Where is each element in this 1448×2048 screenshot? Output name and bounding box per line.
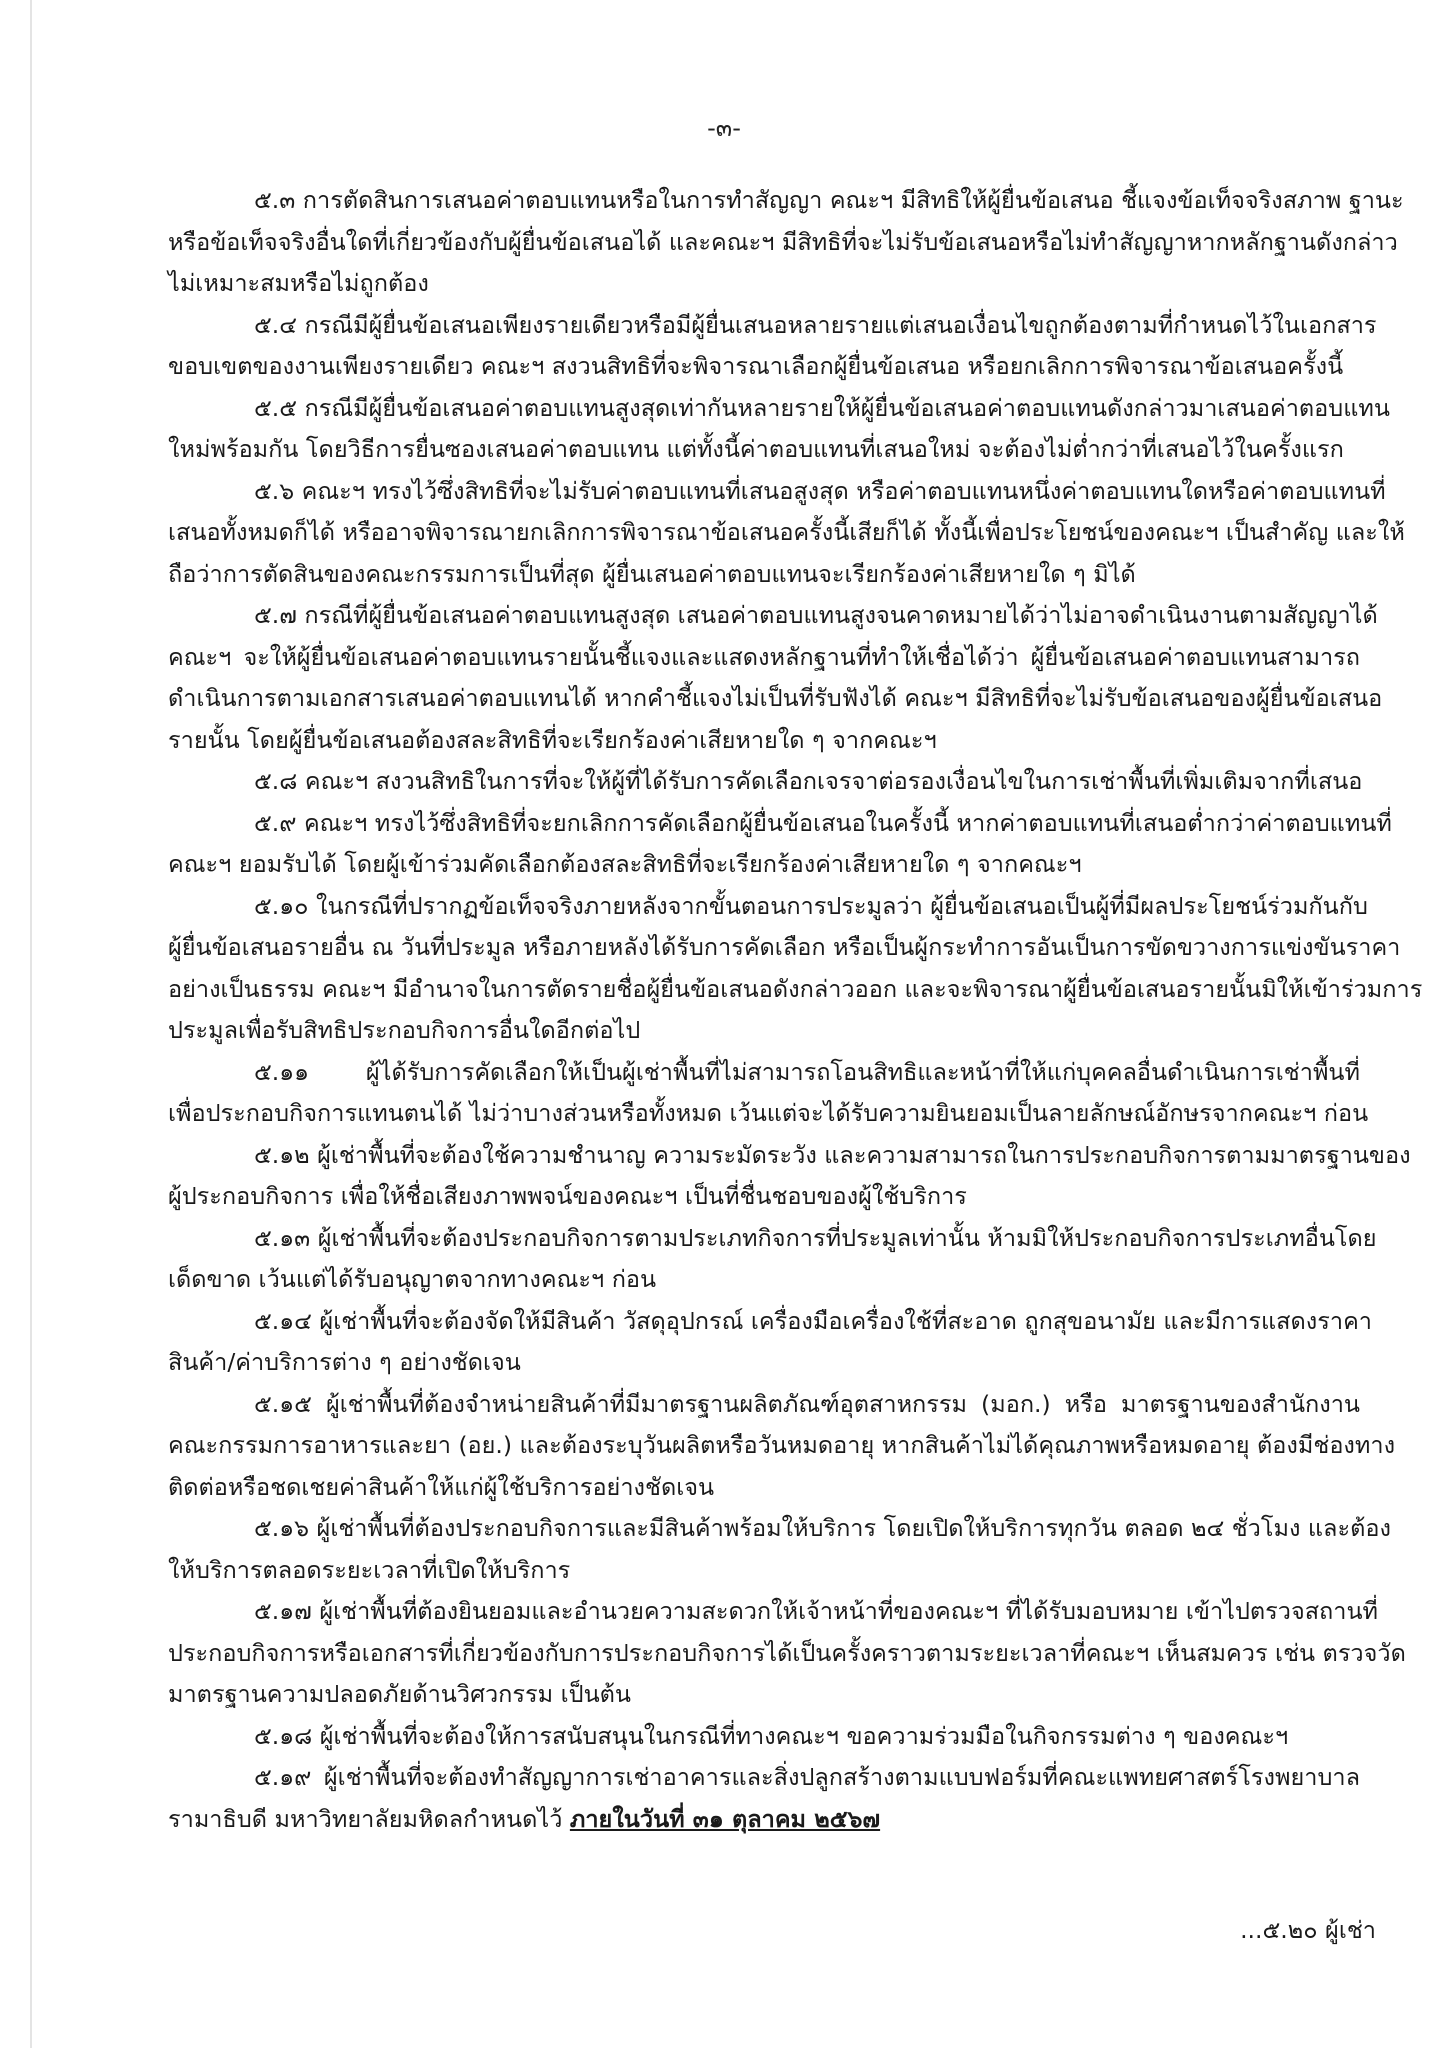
- clause-line: ถือว่าการตัดสินของคณะกรรมการเป็นที่สุด ผู้ยื่นเสนอค่าตอบแทนจะเรียกร้องค่าเสียหายใด ๆ มิได้: [168, 559, 1136, 588]
- page-number: -๓-: [707, 114, 741, 142]
- clause-line: ๕.๑๘ ผู้เช่าพื้นที่จะต้องให้การสนับสนุนในกรณีที่ทางคณะฯ ขอความร่วมมือในกิจกรรมต่าง ๆ ของคณะฯ: [254, 1721, 1289, 1750]
- clause-5-16: [168, 1508, 1391, 1591]
- clause-line: สินค้า/ค่าบริการต่าง ๆ อย่างชัดเจน: [168, 1348, 521, 1376]
- clause-line: ๕.๑๔ ผู้เช่าพื้นที่จะต้องจัดให้มีสินค้า วัสดุอุปกรณ์ เครื่องมือเครื่องใช้ที่สะอาด ถูกสุขอนามัย และมีการแสดงราคา: [254, 1306, 1372, 1335]
- clause-5-7: [168, 595, 1383, 761]
- clause-line: ๕.๔ กรณีมีผู้ยื่นข้อเสนอเพียงรายเดียวหรือมีผู้ยื่นเสนอหลายรายแต่เสนอเงื่อนไขถูกต้องตามที่กำหนดไว้ในเอกสาร: [254, 310, 1377, 339]
- clause-line: ๕.๓ การตัดสินการเสนอค่าตอบแทนหรือในการทำสัญญา คณะฯ มีสิทธิให้ผู้ยื่นข้อเสนอ ชี้แจงข้อเท็จจริงสภาพ ฐานะ: [254, 186, 1404, 214]
- clause-text: รามาธิบดี มหาวิทยาลัยมหิดลกำหนดไว้: [168, 1804, 570, 1833]
- clause-line: รายนั้น โดยผู้ยื่นข้อเสนอต้องสละสิทธิที่จะเรียกร้องค่าเสียหายใด ๆ จากคณะฯ: [168, 725, 937, 754]
- clause-5-9: [168, 803, 1392, 886]
- clause-5-4: [168, 305, 1377, 388]
- clause-line: ประกอบกิจการหรือเอกสารที่เกี่ยวข้องกับการประกอบกิจการได้เป็นครั้งคราวตามระยะเวลาที่คณะฯ เห็นสมควร เช่น ตรวจวัด: [168, 1638, 1406, 1667]
- clause-5-15: [168, 1384, 1396, 1509]
- clause-5-17: [168, 1591, 1406, 1716]
- clause-line: ผู้ประกอบกิจการ เพื่อให้ชื่อเสียงภาพพจน์ของคณะฯ เป็นที่ชื่นชอบของผู้ใช้บริการ: [168, 1182, 967, 1210]
- clause-line: อย่างเป็นธรรม คณะฯ มีอำนาจในการตัดรายชื่อผู้ยื่นข้อเสนอดังกล่าวออก และจะพิจารณาผู้ยื่นข้อเสนอรายนั้นมิให้เข้าร่วมการ: [168, 974, 1423, 1003]
- clause-line: ๕.๑๐ ในกรณีที่ปรากฏข้อเท็จจริงภายหลังจากขั้นตอนการประมูลว่า ผู้ยื่นข้อเสนอเป็นผู้ที่มีผลประโยชน์ร่วมกันกับ: [254, 891, 1368, 920]
- clause-line: คณะกรรมการอาหารและยา (อย.) และต้องระบุวันผลิตหรือวันหมดอายุ หากสินค้าไม่ได้คุณภาพหรือหมดอายุ ต้องมีช่องทาง: [168, 1431, 1396, 1459]
- clause-5-5: [168, 388, 1390, 471]
- clause-5-3: [168, 180, 1404, 305]
- clause-line: ขอบเขตของงานเพียงรายเดียว คณะฯ สงวนสิทธิที่จะพิจารณาเลือกผู้ยื่นข้อเสนอ หรือยกเลิกการพิจารณาข้อเสนอครั้งนี้: [168, 352, 1344, 380]
- clause-line: ผู้ยื่นข้อเสนอรายอื่น ณ วันที่ประมูล หรือภายหลังได้รับการคัดเลือก หรือเป็นผู้กระทำการอันเป็นการขัดขวางการแข่งขันราคา: [168, 933, 1401, 961]
- clause-5-6: [168, 471, 1405, 596]
- clause-line: คณะฯ ยอมรับได้ โดยผู้เข้าร่วมคัดเลือกต้องสละสิทธิที่จะเรียกร้องค่าเสียหายใด ๆ จากคณะฯ: [168, 850, 1082, 878]
- clause-5-13: [168, 1218, 1377, 1301]
- clause-line-final: [168, 1799, 1360, 1841]
- clause-5-8: [168, 761, 1363, 803]
- clause-line: ๕.๗ กรณีที่ผู้ยื่นข้อเสนอค่าตอบแทนสูงสุด เสนอค่าตอบแทนสูงจนคาดหมายได้ว่าไม่อาจดำเนินงานตามสัญญาได้: [254, 601, 1378, 629]
- clause-5-18: [168, 1716, 1360, 1758]
- clause-line: เพื่อประกอบกิจการแทนตนได้ ไม่ว่าบางส่วนหรือทั้งหมด เว้นแต่จะได้รับความยินยอมเป็นลายลักษณ์อักษรจากคณะฯ ก่อน: [168, 1099, 1369, 1127]
- deadline-date: ภายในวันที่ ๓๑ ตุลาคม ๒๕๖๗: [569, 1804, 881, 1833]
- clause-line: ให้บริการตลอดระยะเวลาที่เปิดให้บริการ: [168, 1555, 571, 1584]
- clause-line: เสนอทั้งหมดก็ได้ หรืออาจพิจารณายกเลิกการพิจารณาข้อเสนอครั้งนี้เสียก็ได้ ทั้งนี้เพื่อประโยชน์ของคณะฯ เป็นสำคัญ และให้: [168, 518, 1405, 546]
- clause-line: ๕.๑๒ ผู้เช่าพื้นที่จะต้องใช้ความชำนาญ ความระมัดระวัง และความสามารถในการประกอบกิจการตามมาตรฐานของ: [254, 1140, 1411, 1169]
- clause-line: ๕.๕ กรณีมีผู้ยื่นข้อเสนอค่าตอบแทนสูงสุดเท่ากันหลายรายให้ผู้ยื่นข้อเสนอค่าตอบแทนดังกล่าวมาเสนอค่าตอบแทน: [254, 393, 1390, 422]
- clause-5-11: [168, 1052, 1369, 1135]
- clause-5-12: [168, 1135, 1411, 1218]
- continued-next-page-marker: ...๕.๒๐ ผู้เช่า: [1240, 1916, 1376, 1944]
- clause-line: เด็ดขาด เว้นแต่ได้รับอนุญาตจากทางคณะฯ ก่อน: [168, 1265, 657, 1293]
- clause-line: ๕.๑๙ ผู้เช่าพื้นที่จะต้องทำสัญญาการเช่าอาคารและสิ่งปลูกสร้างตามแบบฟอร์มที่คณะแพทยศาสตร์โรงพยาบาล: [254, 1763, 1360, 1791]
- document-body: [168, 180, 1423, 1840]
- clause-line: ๕.๑๗ ผู้เช่าพื้นที่ต้องยินยอมและอำนวยความสะดวกให้เจ้าหน้าที่ของคณะฯ ที่ได้รับมอบหมาย เข้าไปตรวจสถานที่: [254, 1597, 1379, 1625]
- scan-edge-line: [30, 0, 32, 2048]
- clause-line: ๕.๖ คณะฯ ทรงไว้ซึ่งสิทธิที่จะไม่รับค่าตอบแทนที่เสนอสูงสุด หรือค่าตอบแทนหนึ่งค่าตอบแทนใดหรือค่าตอบแทนที่: [254, 476, 1386, 505]
- clause-line: ดำเนินการตามเอกสารเสนอค่าตอบแทนได้ หากคำชี้แจงไม่เป็นที่รับฟังได้ คณะฯ มีสิทธิที่จะไม่รับข้อเสนอของผู้ยื่นข้อเสนอ: [168, 684, 1383, 712]
- clause-line: หรือข้อเท็จจริงอื่นใดที่เกี่ยวข้องกับผู้ยื่นข้อเสนอได้ และคณะฯ มีสิทธิที่จะไม่รับข้อเสนอหรือไม่ทำสัญญาหากหลักฐานดังกล่าว: [168, 227, 1398, 256]
- clause-5-14: [168, 1301, 1372, 1384]
- clause-line: ๕.๑๕ ผู้เช่าพื้นที่ต้องจำหน่ายสินค้าที่มีมาตรฐานผลิตภัณฑ์อุตสาหกรรม (มอก.) หรือ มาตรฐานของสำนักงาน: [254, 1389, 1360, 1418]
- clause-line: คณะฯ จะให้ผู้ยื่นข้อเสนอค่าตอบแทนรายนั้นชี้แจงและแสดงหลักฐานที่ทำให้เชื่อได้ว่า ผู้ยื่นข้อเสนอค่าตอบแทนสามารถ: [168, 642, 1360, 671]
- clause-line: ติดต่อหรือชดเชยค่าสินค้าให้แก่ผู้ใช้บริการอย่างชัดเจน: [168, 1472, 715, 1501]
- clause-line: ๕.๘ คณะฯ สงวนสิทธิในการที่จะให้ผู้ที่ได้รับการคัดเลือกเจรจาต่อรองเงื่อนไขในการเช่าพื้นที่เพิ่มเติมจากที่เสนอ: [254, 767, 1363, 795]
- clause-line: ๕.๑๖ ผู้เช่าพื้นที่ต้องประกอบกิจการและมีสินค้าพร้อมให้บริการ โดยเปิดให้บริการทุกวัน ตลอด ๒๔ ชั่วโมง และต้อง: [254, 1514, 1391, 1542]
- clause-line: มาตรฐานความปลอดภัยด้านวิศวกรรม เป็นต้น: [168, 1680, 631, 1708]
- clause-line: ๕.๑๑ ผู้ได้รับการคัดเลือกให้เป็นผู้เช่าพื้นที่ไม่สามารถโอนสิทธิและหน้าที่ให้แก่บุคคลอื่นดำเนินการเช่าพื้นที่: [254, 1057, 1360, 1086]
- clause-5-10: [168, 886, 1423, 1052]
- clause-line: ๕.๑๓ ผู้เช่าพื้นที่จะต้องประกอบกิจการตามประเภทกิจการที่ประมูลเท่านั้น ห้ามมิให้ประกอบกิจการประเภทอื่นโดย: [254, 1223, 1377, 1252]
- clause-line: ไม่เหมาะสมหรือไม่ถูกต้อง: [168, 269, 429, 297]
- clause-line: ใหม่พร้อมกัน โดยวิธีการยื่นซองเสนอค่าตอบแทน แต่ทั้งนี้ค่าตอบแทนที่เสนอใหม่ จะต้องไม่ต่ำกว่าที่เสนอไว้ในครั้งแรก: [168, 435, 1344, 463]
- clause-5-19: [168, 1757, 1360, 1840]
- clause-line: ๕.๙ คณะฯ ทรงไว้ซึ่งสิทธิที่จะยกเลิกการคัดเลือกผู้ยื่นข้อเสนอในครั้งนี้ หากค่าตอบแทนที่เสนอต่ำกว่าค่าตอบแทนที่: [254, 808, 1392, 837]
- clause-line: ประมูลเพื่อรับสิทธิประกอบกิจการอื่นใดอีกต่อไป: [168, 1016, 641, 1044]
